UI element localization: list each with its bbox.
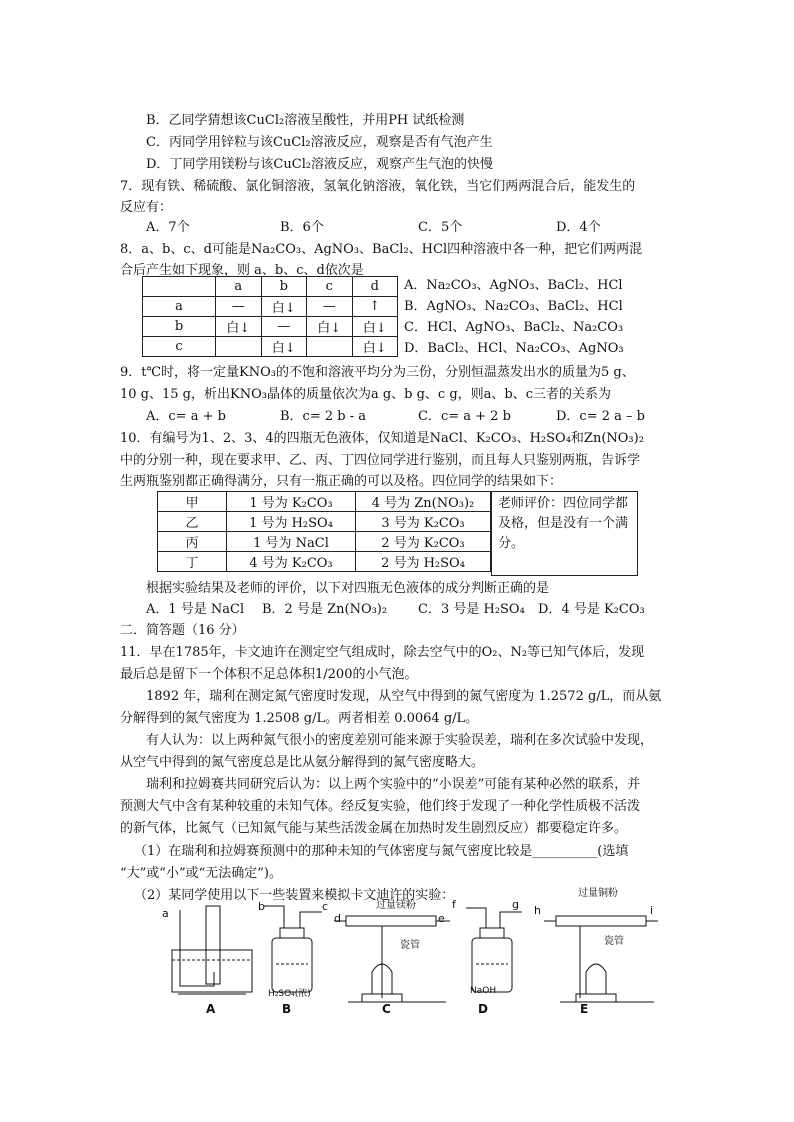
apparatus-e-heated-tube bbox=[544, 916, 658, 1002]
q11-sub1-line1: （1）在瑞利和拉姆赛预测中的那种未知的气体密度与氮气密度比较是__________(选填 bbox=[134, 844, 629, 859]
table-row bbox=[158, 512, 491, 532]
table-cell: 甲 bbox=[158, 492, 227, 512]
table-cell: b bbox=[261, 277, 307, 297]
q10-option-c: C．3 号是 H₂SO₄ bbox=[418, 602, 525, 617]
table-cell: 白↓ bbox=[352, 337, 398, 357]
q7-option-b: B．6个 bbox=[280, 220, 324, 235]
table-cell: 丁 bbox=[158, 552, 227, 572]
q8-option-a: A．Na₂CO₃、AgNO₃、BaCl₂、HCl bbox=[404, 278, 623, 293]
table-cell: 1 号为 H₂SO₄ bbox=[227, 512, 356, 532]
table-cell: 1 号为 NaCl bbox=[227, 532, 356, 552]
apparatus-c-heated-tube bbox=[334, 916, 450, 1002]
q10-question: 根据实验结果及老师的评价，以下对四瓶无色液体的成分判断正确的是 bbox=[146, 581, 550, 596]
q11-para3-line2: 从空气中得到的氮气密度总是比从氨分解得到的氮气密度略大。 bbox=[120, 755, 485, 770]
apparatus-b-bottle bbox=[264, 906, 322, 992]
table-cell: 4 号为 K₂CO₃ bbox=[227, 552, 356, 572]
caption-e: E bbox=[580, 1002, 589, 1016]
q8-stem-line2: 合后产生如下现象，则 a、b、c、d依次是 bbox=[120, 263, 364, 278]
tube-label-c: 瓷管 bbox=[400, 940, 420, 951]
tube-label-e: 瓷管 bbox=[604, 936, 624, 947]
apparatus-diagram bbox=[150, 902, 670, 1022]
table-cell: — bbox=[261, 317, 307, 337]
table-cell: 丙 bbox=[158, 532, 227, 552]
q9-stem-line1: 9．t℃时，将一定量KNO₃的不饱和溶液平均分为三份，分别恒温蒸发出水的质量为5 g、 bbox=[120, 365, 635, 380]
table-cell: 乙 bbox=[158, 512, 227, 532]
label-a: a bbox=[162, 907, 169, 920]
caption-c: C bbox=[382, 1002, 391, 1016]
label-f: f bbox=[452, 898, 456, 911]
q11-para2-line2: 分解得到的氮气密度为 1.2508 g/L。两者相差 0.0064 g/L。 bbox=[120, 711, 479, 726]
q6-option-b: B．乙同学猜想该CuCl₂溶液呈酸性，并用PH 试纸检测 bbox=[146, 113, 465, 128]
q11-para4-line1: 瑞利和拉姆赛共同研究后认为：以上两个实验中的“小误差”可能有某种必然的联系，并 bbox=[146, 777, 641, 792]
label-d: d bbox=[334, 912, 341, 925]
table-row bbox=[143, 297, 398, 317]
table-cell: c bbox=[143, 337, 216, 357]
q10-option-d: D．4 号是 K₂CO₃ bbox=[538, 602, 645, 617]
table-row bbox=[158, 492, 491, 512]
q7-option-a: A．7个 bbox=[146, 220, 190, 235]
caption-a: A bbox=[206, 1002, 216, 1016]
q8-stem-line1: 8．a、b、c、d可能是Na₂CO₃、AgNO₃、BaCl₂、HCl四种溶液中各一种，把它们两两混 bbox=[120, 242, 643, 257]
q11-para4-line2: 预测大气中含有某种较重的未知气体。经反复实验，他们终于发现了一种化学性质极不活泼 bbox=[120, 799, 641, 814]
table-cell: 白↓ bbox=[261, 297, 307, 317]
q7-stem-line1: 7．现有铁、稀硫酸、氯化铜溶液，氢氧化钠溶液，氧化铁，当它们两两混合后，能发生的 bbox=[120, 179, 636, 194]
table-row bbox=[143, 277, 398, 297]
table-cell: — bbox=[216, 297, 262, 317]
table-cell: 白↓ bbox=[307, 317, 353, 337]
q7-stem-line2: 反应有： bbox=[120, 200, 173, 215]
q8-option-d: D．BaCl₂、HCl、Na₂CO₃、AgNO₃ bbox=[404, 341, 624, 356]
table-row bbox=[158, 552, 491, 572]
reagent-b: H₂SO₄(浓) bbox=[268, 989, 311, 999]
table-row bbox=[143, 337, 398, 357]
q11-sub1-line2: “大”或“小”或“无法确定”)。 bbox=[120, 866, 282, 881]
label-e: e bbox=[438, 912, 445, 925]
caption-d: D bbox=[478, 1002, 488, 1016]
table-cell: 白↓ bbox=[216, 317, 262, 337]
q9-stem-line2: 10 g、15 g，析出KNO₃晶体的质量依次为a g、b g、c g，则a、b、c三者的关系为 bbox=[120, 387, 612, 402]
top-label-c: 过量镁粉 bbox=[376, 900, 416, 911]
q6-option-d: D．丁同学用镁粉与该CuCl₂溶液反应，观察产生气泡的快慢 bbox=[146, 157, 494, 172]
q9-option-c: C．c= a + 2 b bbox=[418, 409, 511, 424]
q11-para3-line1: 有人认为：以上两种氮气很小的密度差别可能来源于实验误差，瑞利在多次试验中发现， bbox=[146, 733, 654, 748]
table-cell bbox=[216, 337, 262, 357]
apparatus-d-bottle bbox=[466, 908, 522, 992]
table-cell: 1 号为 K₂CO₃ bbox=[227, 492, 356, 512]
table-cell: — bbox=[307, 297, 353, 317]
table-cell: b bbox=[143, 317, 216, 337]
q10-stem-line2: 中的分别一种，现在要求甲、乙、丙、丁四位同学进行鉴别，而且每人只鉴别两瓶，告诉学 bbox=[120, 453, 641, 468]
caption-b: B bbox=[282, 1002, 292, 1016]
label-h: h bbox=[534, 904, 541, 917]
teacher-evaluation: 老师评价：四位同学都及格，但是没有一个满分。 bbox=[491, 491, 638, 576]
table-cell: 3 号为 K₂CO₃ bbox=[356, 512, 491, 532]
apparatus-a-water-trough bbox=[172, 906, 252, 994]
q8-option-b: B．AgNO₃、Na₂CO₃、BaCl₂、HCl bbox=[404, 299, 623, 314]
table-cell: 白↓ bbox=[261, 337, 307, 357]
top-label-e: 过量铜粉 bbox=[578, 888, 618, 899]
section-heading: 二．简答题（16 分） bbox=[120, 623, 245, 638]
q11-sub2: （2）某同学使用以下一些装置来模拟卡文迪许的实验： bbox=[134, 888, 455, 903]
label-c: c bbox=[322, 900, 329, 913]
table-cell: 白↓ bbox=[352, 317, 398, 337]
q10-result-table bbox=[157, 491, 491, 572]
table-cell: 2 号为 K₂CO₃ bbox=[356, 532, 491, 552]
table-cell bbox=[307, 337, 353, 357]
q8-option-c: C．HCl、AgNO₃、BaCl₂、Na₂CO₃ bbox=[404, 320, 624, 335]
label-i: i bbox=[650, 904, 654, 917]
q8-table bbox=[142, 276, 398, 357]
q10-option-b: B．2 号是 Zn(NO₃)₂ bbox=[262, 602, 388, 617]
table-cell bbox=[143, 277, 216, 297]
label-b: b bbox=[258, 900, 265, 913]
table-cell: d bbox=[352, 277, 398, 297]
table-cell: c bbox=[307, 277, 353, 297]
table-cell: a bbox=[143, 297, 216, 317]
q10-option-a: A．1 号是 NaCl bbox=[146, 602, 245, 617]
q9-option-b: B．c= 2 b - a bbox=[280, 409, 366, 424]
table-cell: a bbox=[216, 277, 262, 297]
q6-option-c: C．丙同学用锌粒与该CuCl₂溶液反应，观察是否有气泡产生 bbox=[146, 135, 493, 150]
q11-para2-line1: 1892 年，瑞利在测定氮气密度时发现，从空气中得到的氮气密度为 1.2572 g/L，而从氨 bbox=[146, 689, 662, 704]
q11-para4-line3: 的新气体，比氮气（已知氮气能与某些活泼金属在加热时发生剧烈反应）都要稳定许多。 bbox=[120, 821, 628, 836]
reagent-d: NaOH bbox=[470, 986, 497, 996]
q10-stem-line1: 10．有编号为1、2、3、4的四瓶无色液体，仅知道是NaCl、K₂CO₃、H₂SO₄和Zn(NO₃)₂ bbox=[120, 431, 644, 446]
q7-option-c: C．5个 bbox=[418, 220, 463, 235]
table-row bbox=[143, 317, 398, 337]
label-g: g bbox=[512, 898, 519, 911]
q7-option-d: D．4个 bbox=[556, 220, 601, 235]
q9-option-a: A．c= a + b bbox=[146, 409, 226, 424]
table-row bbox=[158, 532, 491, 552]
q9-option-d: D．c= 2 a – b bbox=[556, 409, 645, 424]
q11-para1-line1: 11．早在1785年，卡文迪许在测定空气组成时，除去空气中的O₂、N₂等已知气体后，发现 bbox=[120, 645, 645, 660]
q10-stem-line3: 生两瓶鉴别都正确得满分，只有一瓶正确的可以及格。四位同学的结果如下： bbox=[120, 474, 563, 489]
table-cell: ↑ bbox=[352, 297, 398, 317]
q11-para1-line2: 最后总是留下一个体积不足总体积1/200的小气泡。 bbox=[120, 667, 418, 682]
table-cell: 2 号为 H₂SO₄ bbox=[356, 552, 491, 572]
table-cell: 4 号为 Zn(NO₃)₂ bbox=[356, 492, 491, 512]
